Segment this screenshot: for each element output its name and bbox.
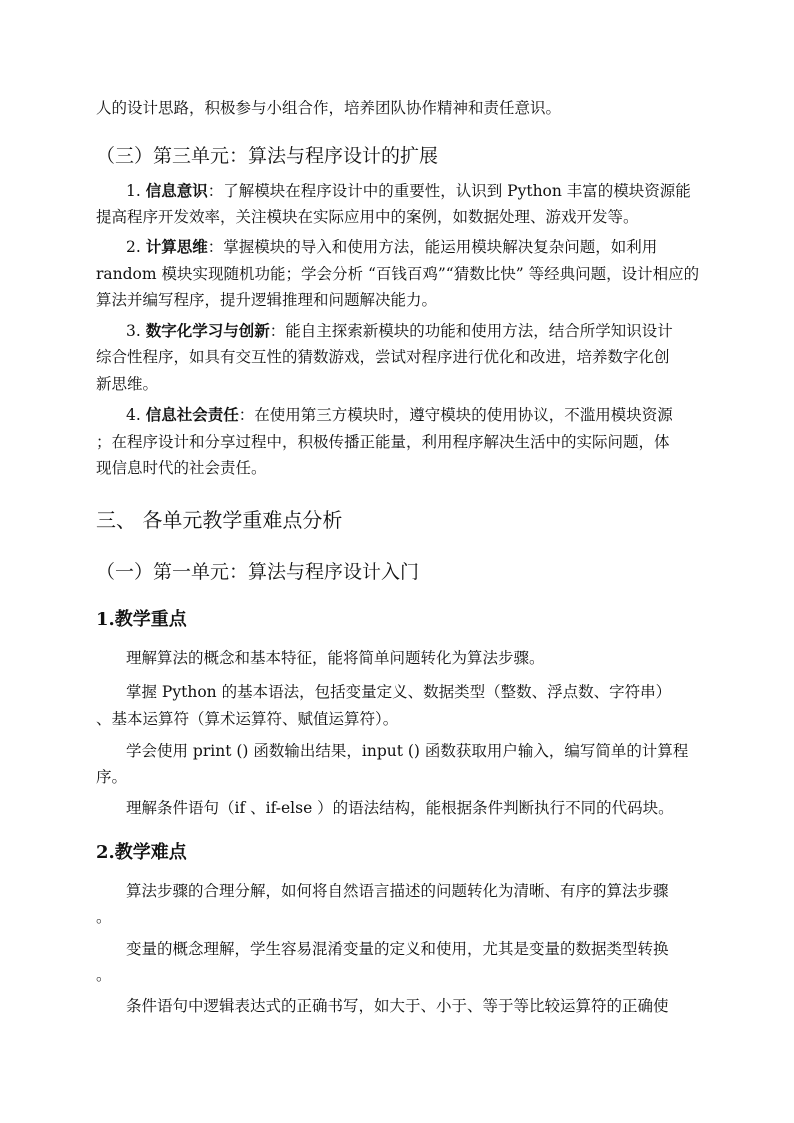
- key-point-2-line-1: 掌握 Python 的基本语法，包括变量定义、数据类型（整数、浮点数、字符串）: [126, 683, 672, 701]
- key-point-4: 理解条件语句（if 、if-else ）的语法结构，能根据条件判断执行不同的代码块。: [126, 799, 674, 817]
- unit3-item-1-first-line: [126, 181, 691, 201]
- key-point-3-line-1: 学会使用 print () 函数输出结果，input () 函数获取用户输入，编写简单的计算程: [126, 742, 689, 760]
- unit3-item-1-line-2: 提高程序开发效率，关注模块在实际应用中的案例，如数据处理、游戏开发等。: [96, 208, 639, 226]
- item-text: ：能自主探索新模块的功能和使用方法，结合所学知识设计: [269, 322, 673, 340]
- item-number: 2.: [126, 238, 146, 256]
- item-lead: 数字化学习与创新: [145, 321, 270, 340]
- difficulty-2-line-2: 。: [96, 966, 112, 984]
- item-number: 3.: [126, 322, 146, 340]
- unit1-heading: （一）第一单元：算法与程序设计入门: [96, 561, 420, 583]
- difficulty-1-line-2: 。: [96, 908, 112, 926]
- unit3-item-4-line-2: ；在程序设计和分享过程中，积极传播正能量，利用程序解决生活中的实际问题，体: [96, 433, 670, 451]
- difficulty-1-line-1: 算法步骤的合理分解，如何将自然语言描述的问题转化为清晰、有序的算法步骤: [126, 882, 669, 900]
- key-point-1: 理解算法的概念和基本特征，能将简单问题转化为算法步骤。: [126, 649, 545, 667]
- item-lead: 计算思维: [145, 237, 208, 256]
- item-lead: 信息意识: [145, 181, 208, 200]
- unit3-item-2-line-2: random 模块实现随机功能；学会分析 “百钱百鸡”“猜数比快” 等经典问题，设计相应的: [96, 265, 700, 283]
- key-point-3-line-2: 序。: [96, 768, 128, 786]
- unit3-item-4-first-line: [126, 405, 673, 425]
- section3-heading: 三、 各单元教学重难点分析: [96, 508, 343, 532]
- item-text: ：了解模块在程序设计中的重要性，认识到 Python 丰富的模块资源能: [207, 182, 691, 200]
- intro-tail-text: 人的设计思路，积极参与小组合作，培养团队协作精神和责任意识。: [96, 99, 562, 117]
- difficulties-heading: 2.教学难点: [96, 842, 187, 863]
- difficulty-2-line-1: 变量的概念理解，学生容易混淆变量的定义和使用，尤其是变量的数据类型转换: [126, 940, 669, 958]
- item-text: ：在使用第三方模块时，遵守模块的使用协议，不滥用模块资源: [238, 406, 673, 424]
- unit3-item-4-line-3: 现信息时代的社会责任。: [96, 459, 267, 477]
- unit3-item-3-line-3: 新思维。: [96, 375, 159, 393]
- item-lead: 信息社会责任: [145, 405, 239, 424]
- unit3-heading: （三）第三单元：算法与程序设计的扩展: [96, 145, 439, 167]
- difficulty-3-line-1: 条件语句中逻辑表达式的正确书写，如大于、小于、等于等比较运算符的正确使: [126, 997, 669, 1015]
- unit3-item-2-first-line: [126, 237, 657, 257]
- item-number: 1.: [126, 182, 146, 200]
- item-text: ：掌握模块的导入和使用方法，能运用模块解决复杂问题，如利用: [207, 238, 658, 256]
- key-points-heading: 1.教学重点: [96, 609, 187, 630]
- key-point-2-line-2: 、基本运算符（算术运算符、赋值运算符）。: [96, 710, 399, 728]
- unit3-item-2-line-3: 算法并编写程序，提升逻辑推理和问题解决能力。: [96, 291, 438, 309]
- unit3-item-3-line-2: 综合性程序，如具有交互性的猜数游戏，尝试对程序进行优化和改进，培养数字化创: [96, 348, 670, 366]
- unit3-item-3-first-line: [126, 321, 673, 341]
- item-number: 4.: [126, 406, 146, 424]
